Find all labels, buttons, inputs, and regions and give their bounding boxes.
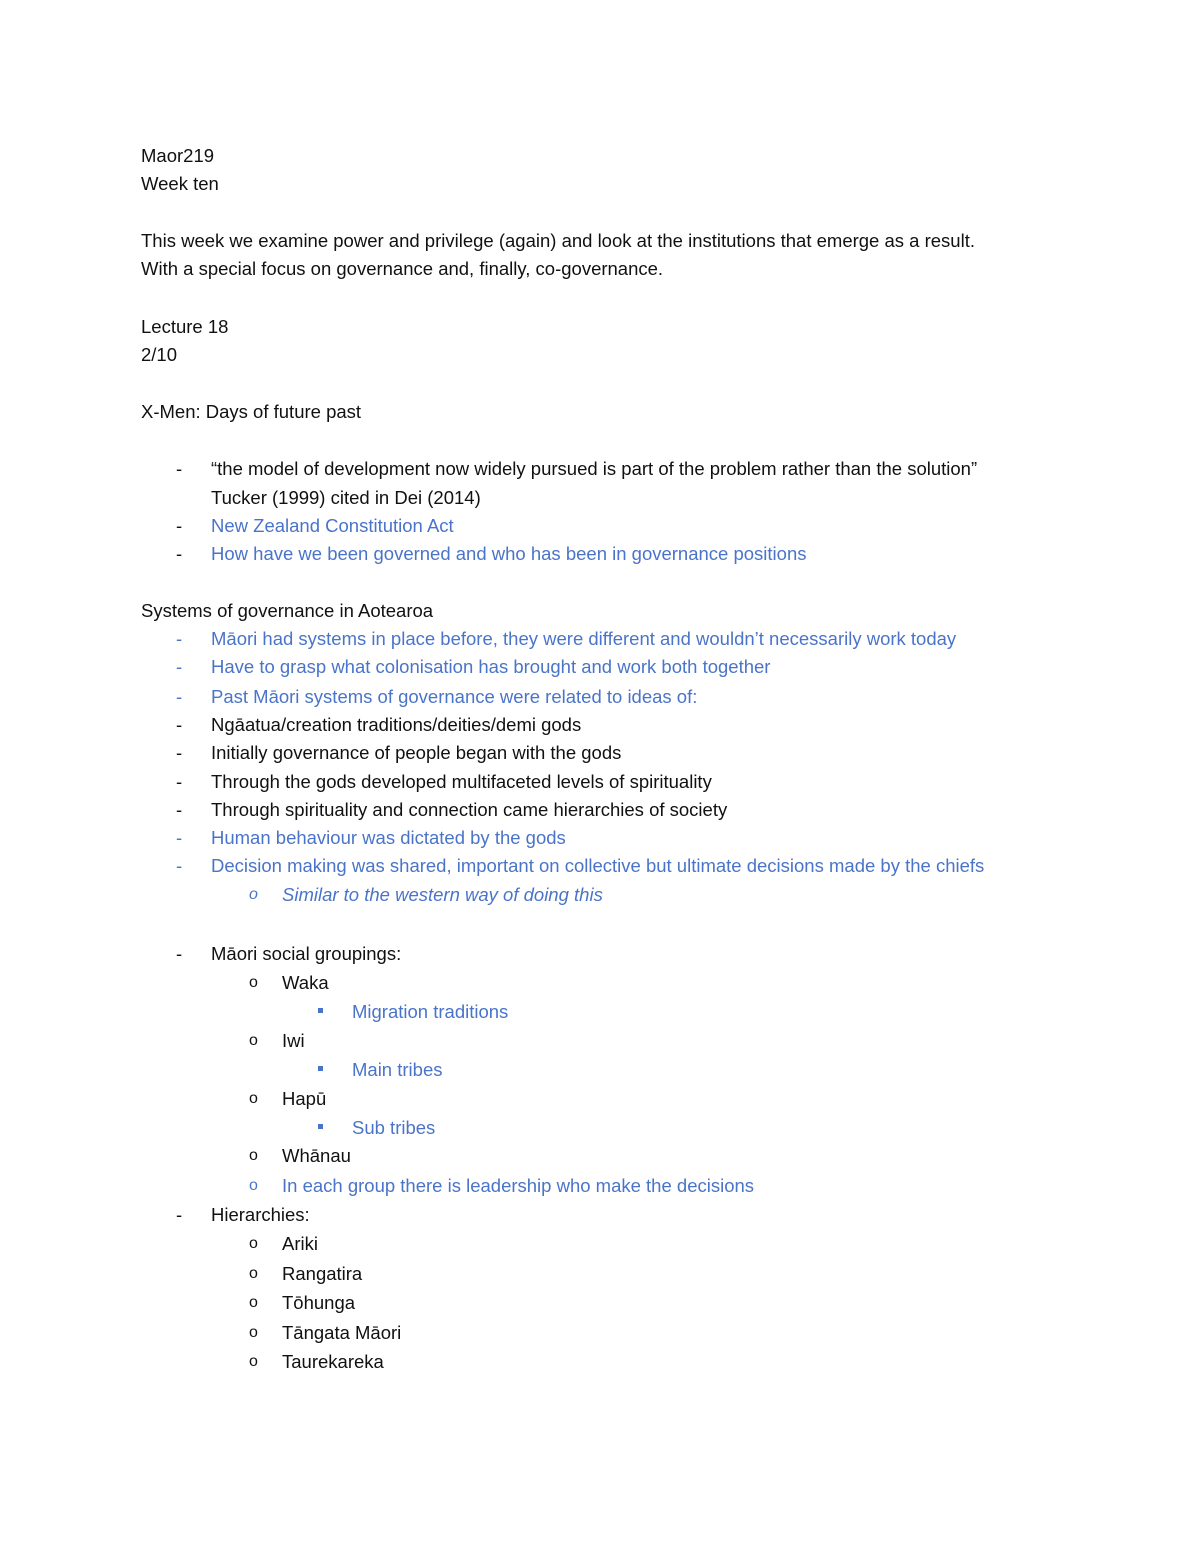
hierarchy-item: Tāngata Māori: [282, 1322, 402, 1343]
group-iwi: Iwi: [282, 1030, 305, 1051]
list-item: How have we been governed and who has been in governance positions: [211, 543, 807, 564]
hierarchy-item: Taurekareka: [282, 1351, 384, 1372]
circle-bullet: o: [249, 974, 258, 991]
sub-item-note: Similar to the western way of doing this: [282, 884, 603, 905]
dash-bullet: -: [176, 771, 183, 792]
group-note-iwi: Main tribes: [352, 1059, 443, 1080]
circle-bullet: o: [249, 1147, 258, 1164]
dash-bullet: -: [176, 1204, 183, 1225]
list-item: Past Māori systems of governance were related to ideas of:: [211, 686, 698, 707]
groupings-label: Māori social groupings:: [211, 943, 402, 964]
hierarchy-item: Ariki: [282, 1233, 318, 1254]
group-whanau: Whānau: [282, 1145, 351, 1166]
leadership-note: In each group there is leadership who make the decisions: [282, 1175, 755, 1196]
list-item: Through the gods developed multifaceted levels of spirituality: [211, 771, 712, 792]
hierarchies-label: Hierarchies:: [211, 1204, 310, 1225]
dash-bullet: -: [176, 799, 183, 820]
week-label: Week ten: [141, 173, 219, 194]
list-item: Have to grasp what colonisation has brought and work both together: [211, 656, 771, 677]
square-bullet: [318, 1008, 323, 1013]
hierarchy-item: Rangatira: [282, 1263, 363, 1284]
lecture-date: 2/10: [141, 344, 178, 365]
circle-bullet: o: [249, 1235, 258, 1252]
group-waka: Waka: [282, 972, 329, 993]
circle-bullet: o: [249, 1294, 258, 1311]
list-item-continuation: Tucker (1999) cited in Dei (2014): [211, 487, 481, 508]
circle-bullet: o: [249, 1177, 258, 1194]
circle-bullet: o: [249, 1324, 258, 1341]
dash-bullet: -: [176, 855, 183, 876]
course-code: Maor219: [141, 145, 215, 166]
group-note-waka: Migration traditions: [352, 1001, 509, 1022]
group-hapu: Hapū: [282, 1088, 327, 1109]
list-item: Initially governance of people began with the gods: [211, 742, 622, 763]
circle-bullet: o: [249, 886, 258, 903]
circle-bullet: o: [249, 1353, 258, 1370]
dash-bullet: -: [176, 458, 183, 479]
section-heading-xmen: X-Men: Days of future past: [141, 401, 362, 422]
list-item: Through spirituality and connection came hierarchies of society: [211, 799, 728, 820]
dash-bullet: -: [176, 656, 183, 677]
section-heading-governance: Systems of governance in Aotearoa: [141, 600, 434, 621]
dash-bullet: -: [176, 827, 183, 848]
list-item: Human behaviour was dictated by the gods: [211, 827, 566, 848]
intro-line-2: With a special focus on governance and, finally, co-governance.: [141, 258, 664, 279]
dash-bullet: -: [176, 686, 183, 707]
list-item: “the model of development now widely pursued is part of the problem rather than the solution”: [211, 458, 978, 479]
dash-bullet: -: [176, 515, 183, 536]
list-item: Decision making was shared, important on collective but ultimate decisions made by the chiefs: [211, 855, 985, 876]
intro-line-1: This week we examine power and privilege (again) and look at the institutions that emerge as a result.: [141, 230, 975, 251]
dash-bullet: -: [176, 543, 183, 564]
list-item: New Zealand Constitution Act: [211, 515, 454, 536]
lecture-title: Lecture 18: [141, 316, 229, 337]
square-bullet: [318, 1124, 323, 1129]
dash-bullet: -: [176, 628, 183, 649]
group-note-hapu: Sub tribes: [352, 1117, 436, 1138]
hierarchy-item: Tōhunga: [282, 1292, 356, 1313]
circle-bullet: o: [249, 1032, 258, 1049]
list-item: Māori had systems in place before, they were different and wouldn’t necessarily work today: [211, 628, 957, 649]
dash-bullet: -: [176, 742, 183, 763]
dash-bullet: -: [176, 714, 183, 735]
circle-bullet: o: [249, 1265, 258, 1282]
circle-bullet: o: [249, 1090, 258, 1107]
square-bullet: [318, 1066, 323, 1071]
list-item: Ngāatua/creation traditions/deities/demi gods: [211, 714, 582, 735]
dash-bullet: -: [176, 943, 183, 964]
